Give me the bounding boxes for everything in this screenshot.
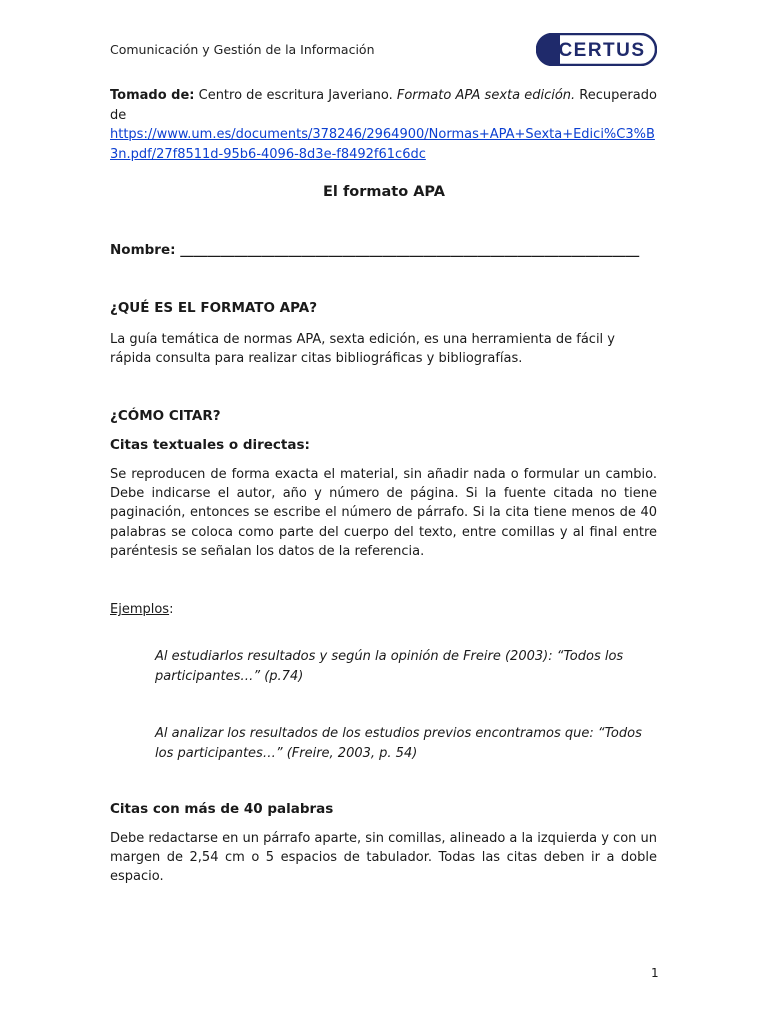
page-number: 1 [651, 966, 659, 980]
source-citation [110, 86, 657, 164]
example-quote-1: Al estudiarlos resultados y según la opinión de Freire (2003): “Todos los participantes…” (p.74) [155, 649, 624, 684]
heading-direct-quotes: Citas textuales o directas: [110, 437, 310, 453]
paragraph-direct-quotes: Se reproducen de forma exacta el material, sin añadir nada o formular un cambio. Debe indicarse el autor, año y número de página. Si la fuente citada no tiene paginación, entonces se escribe el número de párrafo. Si la cita tiene menos de 40 palabras se coloca como parte del cuerpo del texto, entre comillas y al final entre paréntesis se señalan los datos de la referencia. [110, 467, 657, 559]
heading-how-to-cite: ¿CÓMO CITAR? [110, 408, 221, 424]
name-field [110, 242, 657, 258]
header-course-title: Comunicación y Gestión de la Información [110, 42, 375, 57]
source-text-before: Centro de escritura Javeriano. [194, 88, 397, 103]
source-text-after: Recuperado de [110, 88, 657, 123]
name-blank-line: ____________________________________________________________________ [180, 242, 640, 258]
examples-label [110, 600, 657, 619]
heading-what-is-apa: ¿QUÉ ES EL FORMATO APA? [110, 300, 318, 316]
paragraph-what-is-apa: La guía temática de normas APA, sexta edición, es una herramienta de fácil y rápida consulta para realizar citas bibliográficas y bibliografías. [110, 332, 615, 367]
certus-logo [536, 33, 657, 66]
name-label: Nombre: [110, 242, 181, 258]
examples-label-text: Ejemplos [110, 602, 170, 617]
examples-colon: : [169, 602, 174, 617]
source-label: Tomado de: [110, 88, 195, 103]
source-url-link[interactable]: https://www.um.es/documents/378246/2964900/Normas+APA+Sexta+Edici%C3%B3n.pdf/27f8511d-95b6-4096-8d3e-f8492f61c6dc [110, 127, 655, 162]
example-quote-2: Al analizar los resultados de los estudios previos encontramos que: “Todos los participantes…” (Freire, 2003, p. 54) [155, 726, 642, 761]
logo-text: CERTUS [558, 40, 646, 61]
document-title: El formato APA [323, 184, 445, 200]
heading-long-quotes: Citas con más de 40 palabras [110, 801, 334, 817]
source-italic-title: Formato APA sexta edición. [396, 88, 576, 103]
paragraph-long-quotes: Debe redactarse en un párrafo aparte, sin comillas, alineado a la izquierda y con un margen de 2,54 cm o 5 espacios de tabulador. Todas las citas deben ir a doble espacio. [110, 831, 657, 885]
